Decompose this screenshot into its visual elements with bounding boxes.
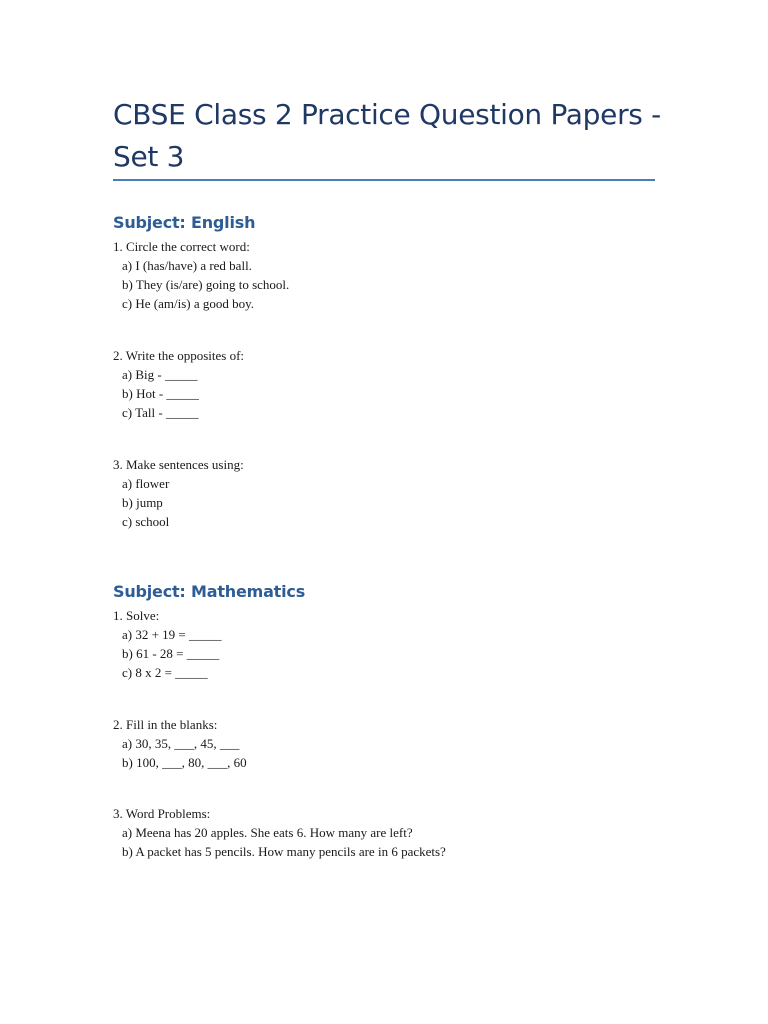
question-text: 2. Write the opposites of: [113,348,245,363]
question-item: a) 32 + 19 = _____ [122,627,222,642]
question-text: 3. Word Problems: [113,806,211,821]
question-item: a) Big - _____ [122,367,198,382]
section-heading-mathematics: Subject: Mathematics [113,582,306,601]
title-underline [113,179,655,181]
question-item: a) Meena has 20 apples. She eats 6. How many are left? [122,825,413,840]
english-question-2 [113,346,244,422]
english-question-3 [113,455,244,531]
question-item: b) They (is/are) going to school. [122,277,290,292]
document-title: CBSE Class 2 Practice Question Papers - Set 3 [113,98,661,173]
question-text: 1. Solve: [113,608,160,623]
question-item: b) A packet has 5 pencils. How many pencils are in 6 packets? [122,844,446,859]
question-item: a) I (has/have) a red ball. [122,258,252,273]
question-item: c) school [122,514,170,529]
question-item: b) jump [122,495,163,510]
question-text: 1. Circle the correct word: [113,239,250,254]
question-item: b) 100, ___, 80, ___, 60 [122,755,247,770]
question-item: c) Tall - _____ [122,405,199,420]
question-text: 3. Make sentences using: [113,457,244,472]
question-item: c) 8 x 2 = _____ [122,665,208,680]
question-item: a) flower [122,476,170,491]
math-question-1 [113,606,222,682]
section-heading-english: Subject: English [113,213,256,232]
math-question-2 [113,715,247,772]
english-question-1 [113,237,289,313]
question-item: b) 61 - 28 = _____ [122,646,220,661]
question-text: 2. Fill in the blanks: [113,717,218,732]
math-question-3 [113,804,446,861]
question-item: b) Hot - _____ [122,386,199,401]
question-item: a) 30, 35, ___, 45, ___ [122,736,240,751]
question-item: c) He (am/is) a good boy. [122,296,255,311]
